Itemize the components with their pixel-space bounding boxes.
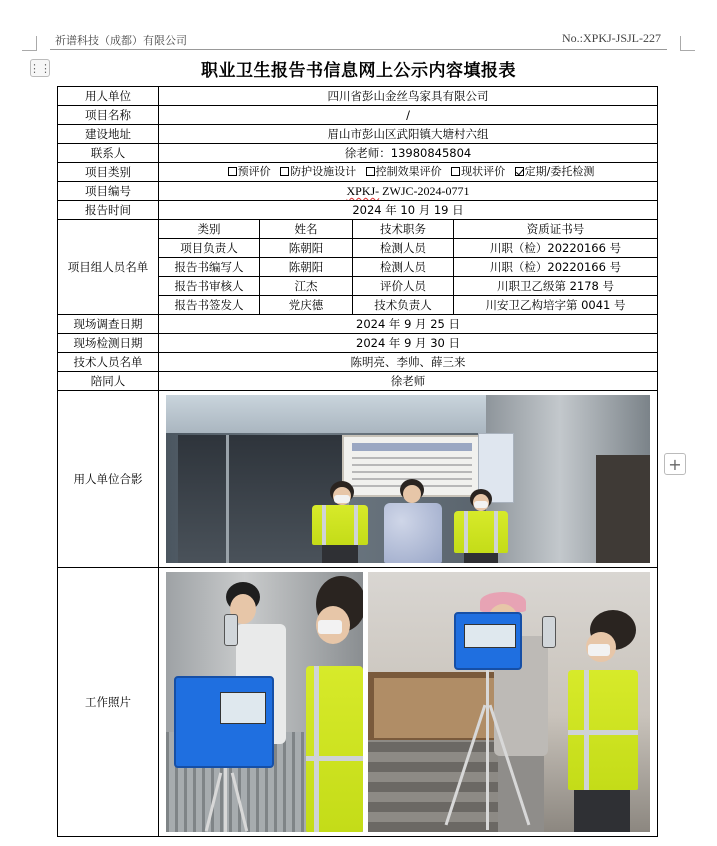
value-tech-staff[interactable]: 陈明亮、李帅、薛三来 [159, 353, 658, 372]
label-employer: 用人单位 [58, 87, 159, 106]
label-team: 项目组人员名单 [58, 220, 159, 315]
crop-mark-top-right [680, 36, 695, 51]
team-cert[interactable]: 川职（检）20220166 号 [454, 239, 658, 258]
team-role[interactable]: 报告书编写人 [159, 258, 260, 277]
row-site-survey [58, 315, 658, 334]
value-project-name[interactable]: / [159, 106, 658, 125]
label-project-type: 项目类别 [58, 163, 159, 182]
label-address: 建设地址 [58, 125, 159, 144]
checkbox-status-evaluation[interactable]: 现状评价 [445, 165, 505, 178]
team-role[interactable]: 项目负责人 [159, 239, 260, 258]
add-row-button[interactable]: + [664, 453, 686, 475]
sampling-pump [174, 676, 274, 768]
report-form-table [57, 86, 658, 837]
checkbox-pre-evaluation[interactable]: 预评价 [222, 165, 271, 178]
work-photo-2[interactable] [368, 572, 650, 832]
row-report-date [58, 201, 658, 220]
value-report-date[interactable]: 2024 年 10 月 19 日 [159, 201, 658, 220]
label-tech-staff: 技术人员名单 [58, 353, 159, 372]
team-header-role: 类别 [159, 220, 260, 239]
checked-checkbox-icon [515, 167, 524, 176]
team-title[interactable]: 评价人员 [353, 277, 454, 296]
checkbox-icon [280, 167, 289, 176]
row-address [58, 125, 658, 144]
checkbox-icon [228, 167, 237, 176]
team-header-row [58, 220, 658, 239]
work-photo-1[interactable] [166, 572, 363, 832]
row-escort [58, 372, 658, 391]
row-project-name [58, 106, 658, 125]
value-address[interactable]: 眉山市彭山区武阳镇大塘村六组 [159, 125, 658, 144]
team-title[interactable]: 技术负责人 [353, 296, 454, 315]
value-employer[interactable]: 四川省彭山金丝鸟家具有限公司 [159, 87, 658, 106]
team-cert[interactable]: 川安卫乙构培字第 0041 号 [454, 296, 658, 315]
checkbox-icon [366, 167, 375, 176]
team-role[interactable]: 报告书审核人 [159, 277, 260, 296]
checkbox-periodic-testing[interactable]: 定期/委托检测 [509, 165, 595, 178]
team-name[interactable]: 陈朝阳 [260, 258, 353, 277]
value-project-no[interactable]: XPKJ- ZWJC-2024-0771 [159, 182, 658, 201]
team-header-title: 技术职务 [353, 220, 454, 239]
page-title: 职业卫生报告书信息网上公示内容填报表 [201, 61, 516, 81]
label-report-date: 报告时间 [58, 201, 159, 220]
work-photo-cell [159, 568, 658, 837]
row-site-test [58, 334, 658, 353]
team-name[interactable]: 陈朝阳 [260, 239, 353, 258]
label-contact: 联系人 [58, 144, 159, 163]
header-divider [50, 49, 667, 50]
label-work-photo: 工作照片 [58, 568, 159, 837]
team-header-cert: 资质证书号 [454, 220, 658, 239]
row-tech-staff [58, 353, 658, 372]
label-site-survey: 现场调查日期 [58, 315, 159, 334]
safety-vest [454, 511, 508, 553]
value-site-test[interactable]: 2024 年 9 月 30 日 [159, 334, 658, 353]
row-employer [58, 87, 658, 106]
value-site-survey[interactable]: 2024 年 9 月 25 日 [159, 315, 658, 334]
group-photo[interactable] [166, 395, 650, 563]
project-type-options [159, 163, 658, 182]
team-cert[interactable]: 川职（检）20220166 号 [454, 258, 658, 277]
label-project-no: 项目编号 [58, 182, 159, 201]
checkbox-icon [451, 167, 460, 176]
team-name[interactable]: 党庆德 [260, 296, 353, 315]
label-escort: 陪同人 [58, 372, 159, 391]
row-group-photo [58, 391, 658, 568]
sound-meter [542, 616, 556, 648]
row-work-photo [58, 568, 658, 837]
row-project-type [58, 163, 658, 182]
row-project-no [58, 182, 658, 201]
checkbox-control-evaluation[interactable]: 控制效果评价 [360, 165, 442, 178]
sound-meter [224, 614, 238, 646]
table-move-handle[interactable]: ⋮⋮ [30, 59, 50, 77]
team-title[interactable]: 检测人员 [353, 239, 454, 258]
safety-vest [568, 670, 638, 790]
safety-vest [306, 666, 363, 832]
crop-mark-top-left [22, 36, 37, 51]
sampling-pump [454, 612, 522, 670]
row-contact [58, 144, 658, 163]
safety-vest [312, 505, 368, 545]
team-cert[interactable]: 川职卫乙级第 2178 号 [454, 277, 658, 296]
label-project-name: 项目名称 [58, 106, 159, 125]
company-header: 祈谱科技（成都）有限公司 [55, 34, 187, 47]
team-title[interactable]: 检测人员 [353, 258, 454, 277]
label-group-photo: 用人单位合影 [58, 391, 159, 568]
document-number: No.:XPKJ-JSJL-227 [561, 31, 661, 45]
team-name[interactable]: 江杰 [260, 277, 353, 296]
value-escort[interactable]: 徐老师 [159, 372, 658, 391]
team-header-name: 姓名 [260, 220, 353, 239]
value-contact[interactable]: 徐老师：13980845804 [159, 144, 658, 163]
team-role[interactable]: 报告书签发人 [159, 296, 260, 315]
checkbox-protection-design[interactable]: 防护设施设计 [274, 165, 356, 178]
group-photo-cell [159, 391, 658, 568]
label-site-test: 现场检测日期 [58, 334, 159, 353]
